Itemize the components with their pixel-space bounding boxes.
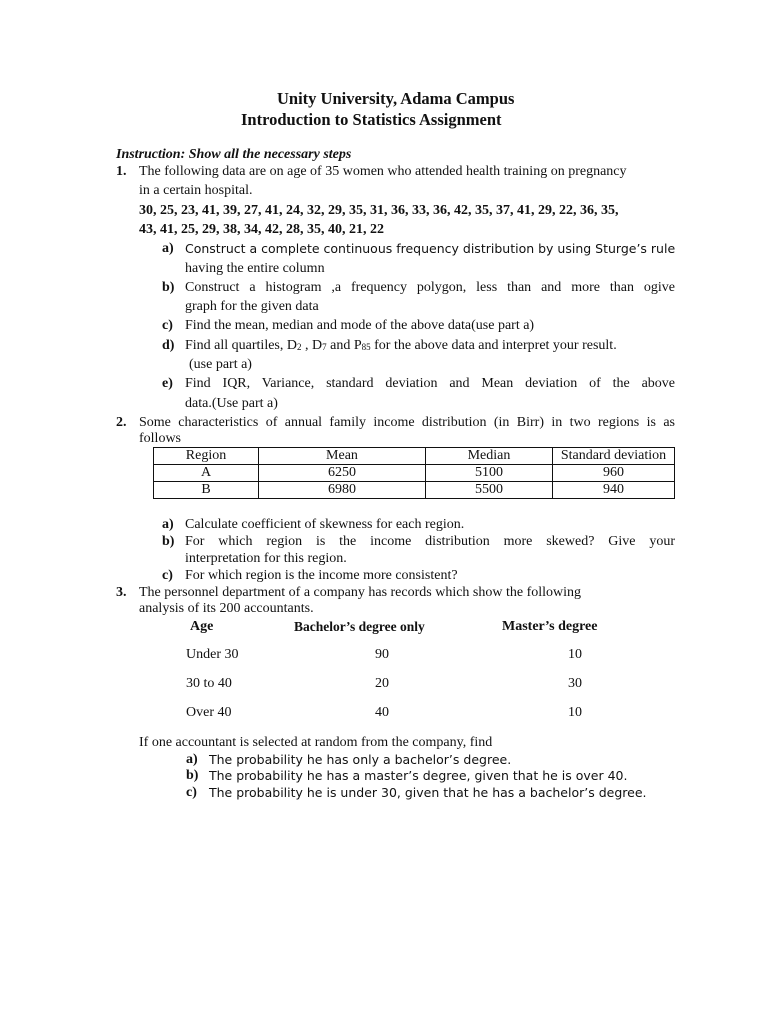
table-row (154, 465, 675, 482)
table-cell: B (154, 482, 259, 499)
q1d-label: d) (162, 338, 175, 353)
table-cell: 960 (553, 465, 675, 482)
table-cell: 6250 (259, 465, 426, 482)
table-row (154, 482, 675, 499)
q1d-mid2: and P (326, 338, 362, 353)
q3-find-text: If one accountant is selected at random from the company, find (139, 735, 493, 750)
q3c-label: c) (186, 785, 197, 800)
q3-cell: 40 (375, 705, 389, 720)
q1d-sub-p85: 85 (361, 342, 371, 352)
q1d-sub-d7: 7 (322, 342, 327, 352)
q1b-text-line2: graph for the given data (185, 299, 319, 314)
q1b-label: b) (162, 280, 175, 295)
income-header-mean: Mean (259, 448, 426, 465)
q1a-text-line1: Construct a complete continuous frequency distribution by using Sturge’s rule (185, 241, 676, 256)
q1e-label: e) (162, 376, 173, 391)
income-table-header (154, 448, 675, 465)
q2b-text-line1: For which region is the income distribution more skewed? Give your (185, 534, 675, 549)
q2c-label: c) (162, 568, 173, 583)
q2a-label: a) (162, 517, 174, 532)
income-header-median: Median (426, 448, 553, 465)
income-header-region: Region (154, 448, 259, 465)
q3a-text: The probability he has only a bachelor’s degree. (209, 752, 512, 767)
q1e-text-line2: data.(Use part a) (185, 396, 278, 411)
q3c-text: The probability he is under 30, given that he has a bachelor’s degree. (209, 785, 647, 800)
q3-cell: 90 (375, 647, 389, 662)
q3-row-label: 30 to 40 (186, 676, 232, 691)
table-cell: 6980 (259, 482, 426, 499)
q3-number: 3. (116, 585, 127, 600)
income-header-sd: Standard deviation (553, 448, 675, 465)
q3-header-bachelor: Bachelor’s degree only (294, 619, 425, 634)
table-cell: 5500 (426, 482, 553, 499)
university-title: Unity University, Adama Campus (277, 89, 515, 108)
q3b-label: b) (186, 768, 199, 783)
q1-data-line1: 30, 25, 23, 41, 39, 27, 41, 24, 32, 29, 35, 31, 36, 33, 36, 42, 35, 37, 41, 29, 22, 36, 35, (139, 203, 619, 218)
q1d-post: for the above data and interpret your result. (370, 338, 617, 353)
q2-number: 2. (116, 415, 127, 430)
table-cell: 940 (553, 482, 675, 499)
table-cell: 5100 (426, 465, 553, 482)
q3b-text: The probability he has a master’s degree, given that he is over 40. (209, 768, 628, 783)
q3-row-label: Over 40 (186, 705, 232, 720)
q3a-label: a) (186, 752, 198, 767)
q3-cell: 10 (568, 705, 582, 720)
q3-text-line1: The personnel department of a company has records which show the following (139, 585, 582, 600)
q2-text-line2: follows (139, 431, 181, 446)
q1d-text-line2: (use part a) (189, 357, 252, 372)
q3-header-age: Age (190, 619, 214, 634)
q3-cell: 10 (568, 647, 582, 662)
q1c-text: Find the mean, median and mode of the above data(use part a) (185, 318, 535, 333)
table-cell: A (154, 465, 259, 482)
q1d-sub-d2: 2 (297, 342, 302, 352)
income-table (153, 447, 675, 499)
q1e-text-line1: Find IQR, Variance, standard deviation and Mean deviation of the above (185, 376, 675, 391)
q1-data-line2: 43, 41, 25, 29, 38, 34, 42, 28, 35, 40, 21, 22 (139, 222, 384, 237)
q3-cell: 30 (568, 676, 582, 691)
q1a-label: a) (162, 241, 174, 256)
q2-text-line1: Some characteristics of annual family income distribution (in Birr) in two regions is as (139, 415, 675, 430)
q1-number: 1. (116, 164, 127, 179)
q3-row-label: Under 30 (186, 647, 239, 662)
q1d-pre: Find all quartiles, D (185, 338, 297, 353)
q2b-text-line2: interpretation for this region. (185, 551, 347, 566)
q1-text-line2: in a certain hospital. (139, 183, 253, 198)
q2c-text: For which region is the income more consistent? (185, 568, 458, 583)
q1c-label: c) (162, 318, 173, 333)
q1b-text-line1: Construct a histogram ,a frequency polygon, less than and more than ogive (185, 280, 675, 295)
q1a-text-line2: having the entire column (185, 261, 325, 276)
course-title: Introduction to Statistics Assignment (241, 110, 502, 129)
q3-text-line2: analysis of its 200 accountants. (139, 601, 314, 616)
q3-header-master: Master’s degree (502, 619, 598, 634)
q2b-label: b) (162, 534, 175, 549)
q1d-mid1: , D (301, 338, 323, 353)
q3-cell: 20 (375, 676, 389, 691)
q2a-text: Calculate coefficient of skewness for each region. (185, 517, 465, 532)
instruction: Instruction: Show all the necessary steps (116, 147, 352, 162)
q1d-text (185, 338, 617, 354)
q1-text-line1: The following data are on age of 35 women who attended health training on pregnancy (139, 164, 627, 179)
